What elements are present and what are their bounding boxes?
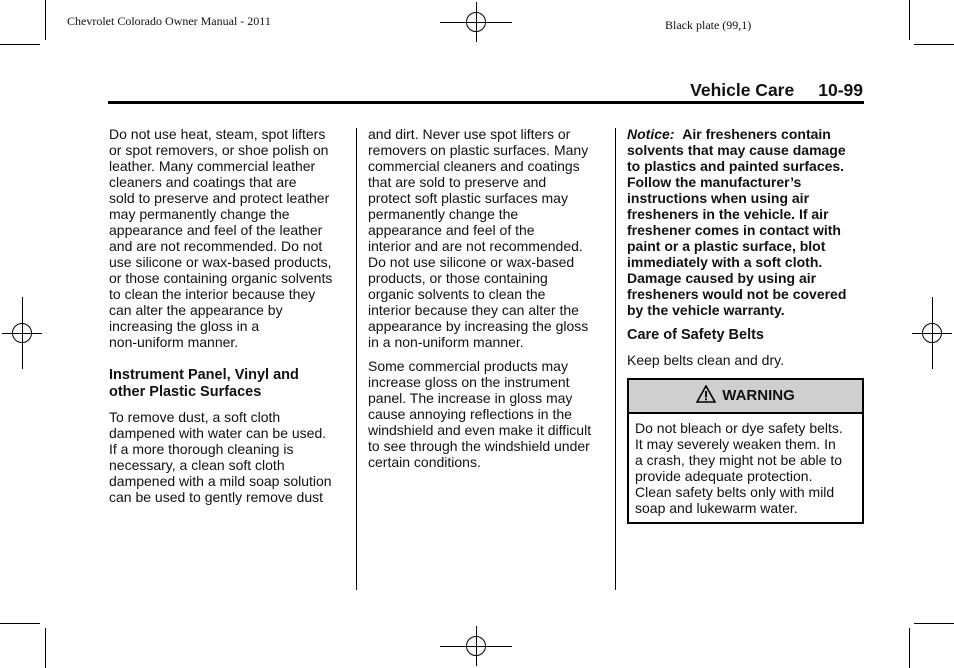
- warning-header: [629, 380, 862, 414]
- notice-text: Air fresheners contain solvents that may cause damage to plastics and painted surfaces. Follow the manufacturer’s instructions when using air fresheners in the vehicle. If air freshener comes in contact with paint or a plastic surface, blot immediately with a soft cloth. Damage caused by using air fresheners would not be covered by the vehicle warranty.: [627, 126, 847, 318]
- notice-block: [627, 126, 867, 318]
- crop-mark: [914, 623, 954, 624]
- leather-care-paragraph: Do not use heat, steam, spot lifters or spot removers, or shoe polish on leather. Many commercial leather cleaners and coatings that are sold to preserve and protect leather may permanently change the appearance and feel of the leather and are not recommended. Do not use silicone or wax-based products, or those containing organic solvents to clean the interior because they can alter the appearance by increasing the gloss in a non-uniform manner.: [109, 126, 333, 350]
- crop-mark: [909, 0, 910, 40]
- plastic-care-paragraph: and dirt. Never use spot lifters or removers on plastic surfaces. Many commercial cleaners and coatings that are sold to preserve and protect soft plastic surfaces may permanently change the appearance and feel of the interior and are not recommended. Do not use silicone or wax-based products, or those containing organic solvents to clean the interior because they can alter the appearance by increasing the gloss in a non-uniform manner.: [368, 126, 589, 350]
- safety-belts-heading: Care of Safety Belts: [627, 327, 764, 343]
- registration-mark: [912, 297, 952, 369]
- notice-label: Notice:: [627, 126, 675, 142]
- warning-box: [627, 378, 864, 524]
- warning-text: Do not bleach or dye safety belts. It may severely weaken them. In a crash, they might not be able to provide adequate protection. Clean safety belts only with mild soap and lukewarm water.: [635, 420, 843, 516]
- registration-mark: [440, 626, 512, 666]
- heading-rule: [108, 101, 864, 104]
- registration-mark: [440, 2, 512, 42]
- manual-title: Chevrolet Colorado Owner Manual - 2011: [67, 14, 271, 28]
- crop-mark: [0, 623, 40, 624]
- column-2: [368, 126, 608, 470]
- warning-triangle-icon: [696, 385, 722, 407]
- instrument-panel-paragraph: To remove dust, a soft cloth dampened with water can be used. If a more thorough cleaning is necessary, a clean soft cloth dampened with a mild soap solution can be used to gently remove dust: [109, 409, 332, 505]
- crop-mark: [45, 628, 46, 668]
- crop-mark: [914, 44, 954, 45]
- instrument-panel-heading: Instrument Panel, Vinyl and other Plastic Surfaces: [109, 367, 299, 400]
- plate-label: Black plate (99,1): [665, 18, 752, 32]
- crop-mark: [0, 44, 40, 45]
- crop-mark: [909, 628, 910, 668]
- gloss-paragraph: Some commercial products may increase gloss on the instrument panel. The increase in gloss may cause annoying reflections in the windshield and even make it difficult to see through the windshield under certain conditions.: [368, 358, 592, 470]
- column-3: [627, 126, 867, 524]
- crop-mark: [45, 0, 46, 40]
- warning-label: WARNING: [722, 387, 795, 404]
- page-heading: [690, 80, 863, 101]
- registration-mark: [2, 297, 42, 369]
- section-title: Vehicle Care: [690, 80, 795, 100]
- safety-belts-paragraph: Keep belts clean and dry.: [627, 352, 784, 368]
- column-1: [109, 126, 349, 505]
- column-divider: [356, 128, 357, 590]
- column-divider: [615, 128, 616, 590]
- page-number: 10-99: [818, 80, 863, 100]
